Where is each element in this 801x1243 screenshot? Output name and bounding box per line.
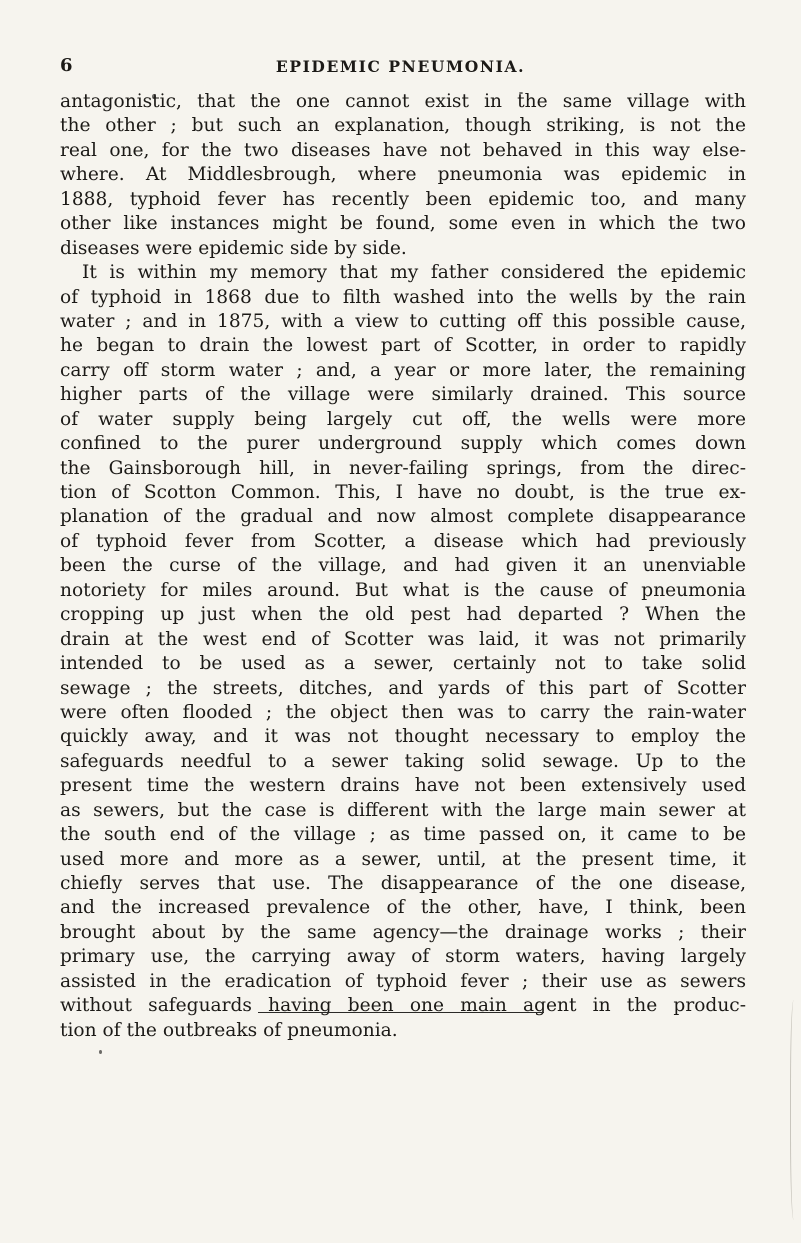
page-header: [0, 55, 801, 83]
page-number: 6: [60, 55, 74, 76]
text-line: sewage ; the streets, ditches, and yards of this part of Scotter: [60, 677, 746, 699]
text-line: safeguards needful to a sewer taking solid sewage. Up to the: [60, 750, 746, 772]
text-line: of typhoid in 1868 due to filth washed into the wells by the rain: [60, 286, 746, 308]
text-line: the other ; but such an explanation, though striking, is not the: [60, 115, 746, 137]
text-line: the Gainsborough hill, in never-failing springs, from the direc-: [60, 457, 746, 479]
text-line: primary use, the carrying away of storm waters, having largely: [60, 946, 746, 968]
print-speck: [99, 1050, 102, 1054]
text-line: he began to drain the lowest part of Scotter, in order to rapidly: [60, 335, 746, 357]
text-line: carry off storm water ; and, a year or more later, the remaining: [60, 359, 746, 381]
text-line: and the increased prevalence of the other, have, I think, been: [60, 897, 746, 919]
text-line: cropping up just when the old pest had departed ? When the: [60, 604, 746, 626]
text-line: as sewers, but the case is different with the large main sewer at: [60, 799, 746, 821]
text-line: tion of Scotton Common. This, I have no doubt, is the true ex-: [60, 482, 746, 503]
text-line: brought about by the same agency—the drainage works ; their: [60, 921, 746, 943]
text-line: of typhoid fever from Scotter, a disease which had previously: [60, 530, 746, 552]
running-title: EPIDEMIC PNEUMONIA.: [275, 57, 526, 76]
section-rule: [258, 1012, 544, 1013]
text-line: present time the western drains have not been extensively used: [60, 775, 746, 797]
text-line: were often flooded ; the object then was to carry the rain-water: [60, 701, 746, 723]
text-line: where. At Middlesbrough, where pneumonia was epidemic in: [60, 164, 746, 186]
body-text: [60, 90, 746, 1043]
text-line: tion of the outbreaks of pneumonia.: [60, 1019, 398, 1041]
text-line: water ; and in 1875, with a view to cutting off this possible cause,: [60, 310, 746, 332]
text-line: drain at the west end of Scotter was laid, it was not primarily: [60, 628, 746, 650]
text-line: other like instances might be found, some even in which the two: [60, 213, 746, 235]
text-line: of water supply being largely cut off, the wells were more: [60, 408, 746, 430]
text-line: confined to the purer underground supply which comes down: [60, 433, 746, 455]
text-line: planation of the gradual and now almost complete disappearance: [60, 506, 746, 528]
text-line: antagonistic, that the one cannot exist in the same village with: [60, 91, 746, 112]
text-line: the south end of the village ; as time passed on, it came to be: [60, 824, 746, 846]
text-line: chiefly serves that use. The disappearance of the one disease,: [60, 873, 746, 894]
text-line: been the curse of the village, and had given it an unenviable: [60, 555, 746, 577]
text-line: real one, for the two diseases have not behaved in this way else-: [60, 139, 746, 161]
page-edge-mark: [790, 1000, 799, 1220]
text-line: 1888, typhoid fever has recently been epidemic too, and many: [60, 188, 746, 210]
text-line: without safeguards having been one main agent in the produc-: [60, 995, 746, 1017]
text-line: assisted in the eradication of typhoid fever ; their use as sewers: [60, 970, 746, 992]
text-line: diseases were epidemic side by side.: [60, 237, 407, 259]
text-line: quickly away, and it was not thought necessary to employ the: [60, 726, 746, 748]
text-line: notoriety for miles around. But what is the cause of pneumonia: [60, 579, 746, 601]
text-line: It is within my memory that my father considered the epidemic: [82, 262, 746, 284]
text-line: intended to be used as a sewer, certainly not to take solid: [60, 653, 746, 675]
text-line: higher parts of the village were similarly drained. This source: [60, 384, 746, 406]
text-line: used more and more as a sewer, until, at the present time, it: [60, 848, 746, 870]
